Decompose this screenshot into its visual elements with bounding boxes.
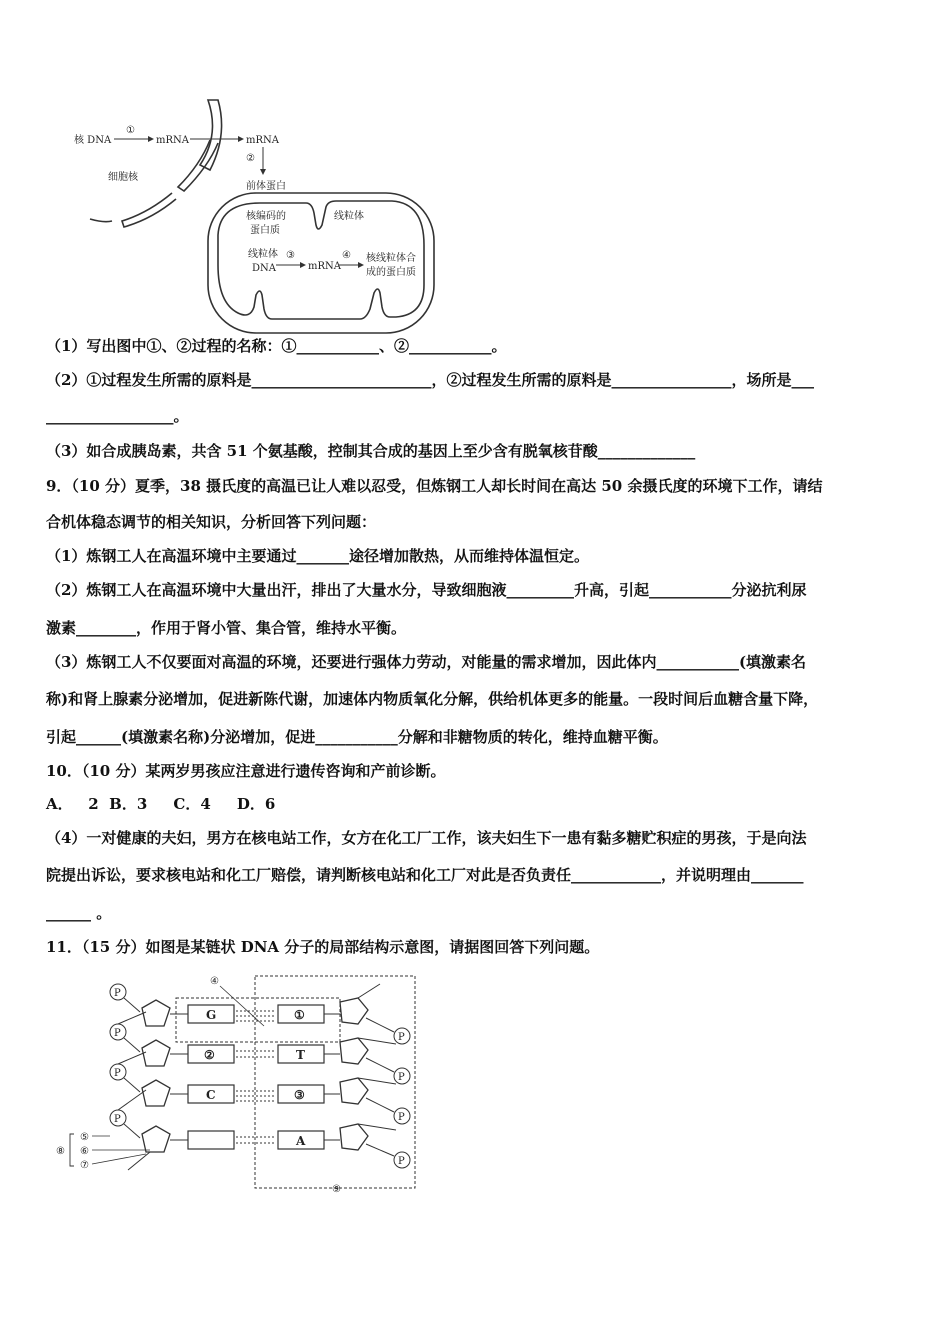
combined-protein-label-1: 核线粒体合 — [366, 253, 416, 264]
dna-structure-diagram — [50, 968, 430, 1198]
nuclear-dna-label: 核 DNA — [74, 135, 112, 146]
q9-stem-cont: 合机体稳态调节的相关知识，分析回答下列问题： — [46, 513, 377, 531]
q9-part3-cont2: 引起______(填激素名称)分泌增加，促进___________分解和非糖物质的转化，维持血糖平衡。 — [46, 728, 668, 746]
mrna-label-c: mRNA — [308, 261, 341, 272]
phosphate-label: P — [114, 1114, 121, 1125]
nuclear-envelope-upper — [200, 100, 222, 170]
q9-part2-cont: 激素________，作用于肾小管、集合管，维持水平衡。 — [46, 619, 407, 637]
nuclear-encoded-protein-label-1: 核编码的 — [246, 211, 286, 222]
mitochondrion-label: 线粒体 — [334, 211, 364, 222]
base-pair-row-4 — [110, 1090, 410, 1170]
right-base-3: ③ — [294, 1088, 305, 1102]
strand-region-box-9 — [255, 976, 415, 1188]
phosphate-label: P — [114, 1068, 121, 1079]
combined-protein-label-2: 成的蛋白质 — [366, 267, 416, 278]
label-7: ⑦ — [80, 1160, 89, 1171]
left-base-1: G — [206, 1008, 217, 1022]
gene-expression-diagram — [60, 95, 450, 340]
mrna-label-b: mRNA — [246, 135, 279, 146]
q8-part1: （1）写出图中①、②过程的名称：①___________、②___________。 — [46, 337, 507, 355]
label-6: ⑥ — [80, 1146, 89, 1157]
bracket-8 — [70, 1134, 74, 1166]
q11-stem: 11．（15 分）如图是某链状 DNA 分子的局部结构示意图，请据图回答下列问题。 — [46, 938, 600, 956]
phosphate-label: P — [398, 1072, 405, 1083]
mrna-label-a: mRNA — [156, 135, 189, 146]
q10-part4-cont: 院提出诉讼，要求核电站和化工厂赔偿，请判断核电站和化工厂对此是否负责任____________，并说明理由_______ — [46, 866, 804, 884]
phosphate-label: P — [114, 988, 121, 999]
precursor-protein-label: 前体蛋白 — [246, 181, 286, 192]
right-base-2: T — [296, 1048, 305, 1062]
label-9: ⑨ — [332, 1184, 341, 1195]
q8-part2-cont: _________________。 — [46, 407, 189, 425]
q10-options: A． 2 B．3 C．4 D．6 — [46, 795, 276, 813]
q9-stem: 9．（10 分）夏季，38 摄氏度的高温已让人难以忍受，但炼钢工人却长时间在高达 50 余摄氏度的环境下工作，请结 — [46, 477, 823, 495]
nuclear-encoded-protein-label-2: 蛋白质 — [250, 225, 280, 236]
q10-part4: （4）一对健康的夫妇，男方在核电站工作，女方在化工厂工作，该夫妇生下一患有黏多糖贮积症的男孩，于是向法 — [46, 829, 807, 847]
phosphate-label: P — [398, 1032, 405, 1043]
step-2-label: ② — [246, 153, 255, 164]
q10-stem: 10．（10 分）某两岁男孩应注意进行遗传咨询和产前诊断。 — [46, 762, 446, 780]
right-base-4: A — [296, 1134, 306, 1148]
q10-part4-cont2: ______ 。 — [46, 904, 112, 922]
label-8: ⑧ — [56, 1146, 65, 1157]
phosphate-label: P — [398, 1112, 405, 1123]
base-pair-row-3 — [110, 1052, 410, 1124]
nuclear-envelope-tail — [90, 219, 112, 222]
left-base-3: C — [206, 1088, 216, 1102]
mito-dna-label-1: 线粒体 — [248, 249, 278, 260]
base-pair-row-1 — [110, 984, 410, 1044]
left-base-2: ② — [204, 1048, 215, 1062]
nuclear-envelope-lower — [122, 193, 176, 227]
q9-part1: （1）炼钢工人在高温环境中主要通过_______途径增加散热，从而维持体温恒定。 — [46, 547, 589, 565]
label-4: ④ — [210, 976, 219, 987]
q9-part3: （3）炼钢工人不仅要面对高温的环境，还要进行强体力劳动，对能量的需求增加，因此体内___________(填激素名 — [46, 653, 807, 671]
nucleus-label: 细胞核 — [108, 172, 138, 183]
phosphate-label: P — [398, 1156, 405, 1167]
q8-part2: （2）①过程发生所需的原料是________________________，②过程发生所需的原料是________________，场所是___ — [46, 371, 814, 389]
step-1-label: ① — [126, 125, 135, 136]
phosphate-label: P — [114, 1028, 121, 1039]
mito-dna-label-2: DNA — [252, 263, 276, 274]
step-3-label: ③ — [286, 250, 295, 261]
right-base-1: ① — [294, 1008, 305, 1022]
q8-part3: （3）如合成胰岛素，共含 51 个氨基酸，控制其合成的基因上至少含有脱氧核苷酸_____________ — [46, 442, 696, 460]
label-5: ⑤ — [80, 1132, 89, 1143]
q9-part3-cont: 称)和肾上腺素分泌增加，促进新陈代谢，加速体内物质氧化分解，供给机体更多的能量。一段时间后血糖含量下降， — [46, 690, 819, 708]
q9-part2: （2）炼钢工人在高温环境中大量出汗，排出了大量水分，导致细胞液_________升高，引起___________分泌抗利尿 — [46, 581, 807, 599]
step-4-label: ④ — [342, 250, 351, 261]
